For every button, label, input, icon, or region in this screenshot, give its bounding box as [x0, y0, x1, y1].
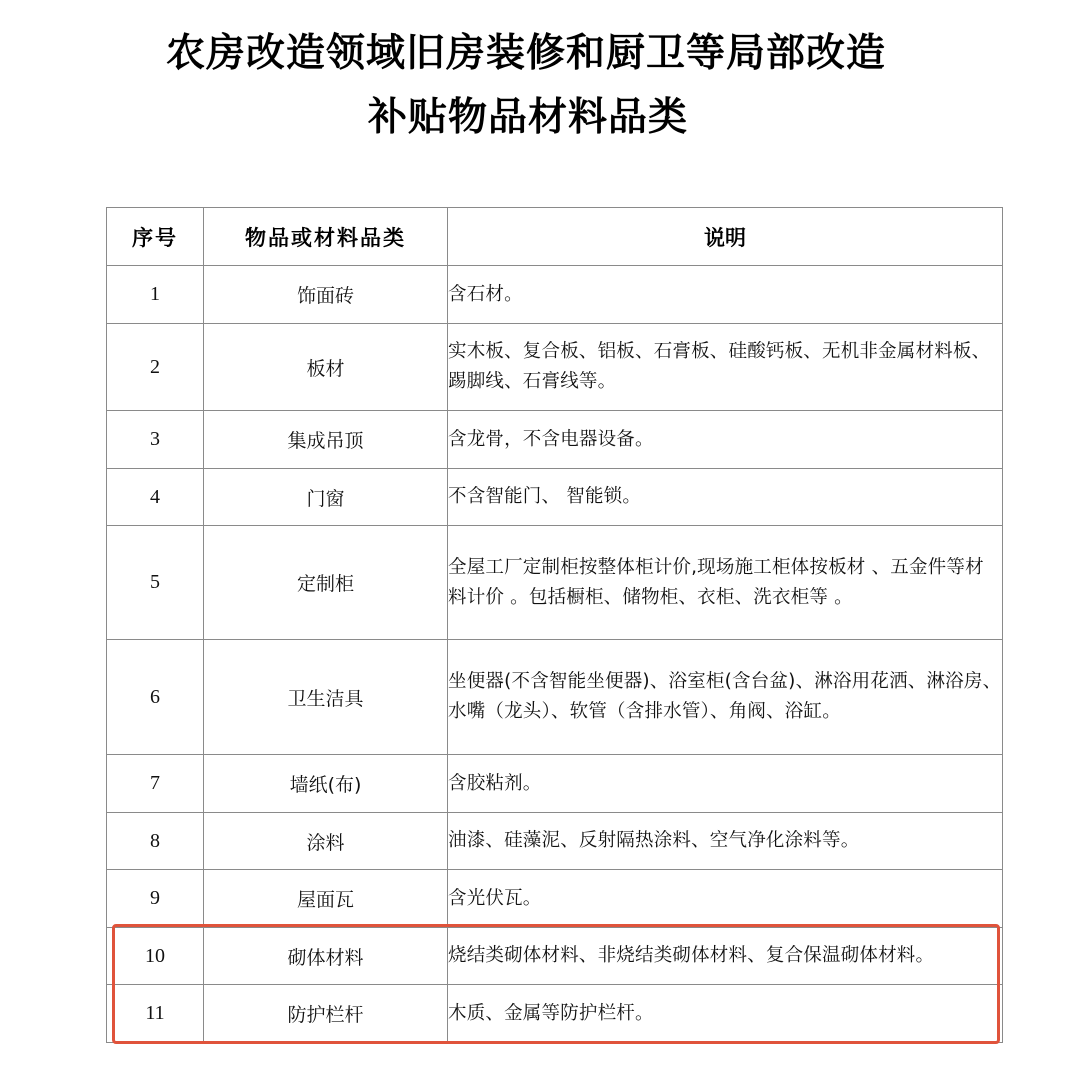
row-category: 涂料	[204, 813, 448, 870]
table-row	[107, 469, 1003, 526]
row-description: 实木板、复合板、铝板、石膏板、硅酸钙板、无机非金属材料板、踢脚线、石膏线等。	[448, 324, 1003, 411]
row-description: 烧结类砌体材料、非烧结类砌体材料、复合保温砌体材料。	[448, 928, 1003, 985]
table-header-row	[107, 208, 1003, 266]
row-description: 油漆、硅藻泥、反射隔热涂料、空气净化涂料等。	[448, 813, 1003, 870]
table-row	[107, 324, 1003, 411]
table-row	[107, 813, 1003, 870]
row-description: 不含智能门、 智能锁。	[448, 469, 1003, 526]
table-row	[107, 411, 1003, 469]
row-category: 墙纸(布)	[204, 755, 448, 813]
row-index: 7	[107, 755, 204, 813]
row-category: 饰面砖	[204, 266, 448, 324]
row-index: 10	[107, 928, 204, 985]
table-row	[107, 266, 1003, 324]
row-category: 定制柜	[204, 526, 448, 640]
table-row	[107, 640, 1003, 755]
row-index: 6	[107, 640, 204, 755]
header-description: 说明	[448, 208, 1003, 266]
row-index: 1	[107, 266, 204, 324]
row-category: 屋面瓦	[204, 870, 448, 928]
row-index: 4	[107, 469, 204, 526]
row-category: 防护栏杆	[204, 985, 448, 1043]
table-row	[107, 985, 1003, 1043]
document-title-line1: 农房改造领域旧房装修和厨卫等局部改造	[165, 31, 886, 76]
row-description: 含胶粘剂。	[448, 755, 1003, 813]
header-index: 序号	[107, 208, 204, 266]
materials-table	[106, 207, 1003, 1043]
document-title-line2: 补贴物品材料品类	[367, 95, 688, 140]
table-row	[107, 755, 1003, 813]
row-category: 集成吊顶	[204, 411, 448, 469]
row-description: 含石材。	[448, 266, 1003, 324]
row-index: 5	[107, 526, 204, 640]
row-description: 含龙骨，不含电器设备。	[448, 411, 1003, 469]
row-category: 板材	[204, 324, 448, 411]
header-category: 物品或材料品类	[204, 208, 448, 266]
row-index: 3	[107, 411, 204, 469]
row-index: 11	[107, 985, 204, 1043]
row-description: 含光伏瓦。	[448, 870, 1003, 928]
row-description: 坐便器(不含智能坐便器)、浴室柜(含台盆)、淋浴用花洒、淋浴房、水嘴（龙头）、软管（含排水管）、角阀、浴缸。	[448, 640, 1003, 755]
row-index: 8	[107, 813, 204, 870]
row-description: 木质、金属等防护栏杆。	[448, 985, 1003, 1043]
row-description: 全屋工厂定制柜按整体柜计价,现场施工柜体按板材 、五金件等材料计价 。包括橱柜、储物柜、衣柜、洗衣柜等 。	[448, 526, 1003, 640]
table-row	[107, 526, 1003, 640]
row-category: 门窗	[204, 469, 448, 526]
table-row	[107, 870, 1003, 928]
table-row	[107, 928, 1003, 985]
row-index: 9	[107, 870, 204, 928]
row-category: 卫生洁具	[204, 640, 448, 755]
row-category: 砌体材料	[204, 928, 448, 985]
row-index: 2	[107, 324, 204, 411]
